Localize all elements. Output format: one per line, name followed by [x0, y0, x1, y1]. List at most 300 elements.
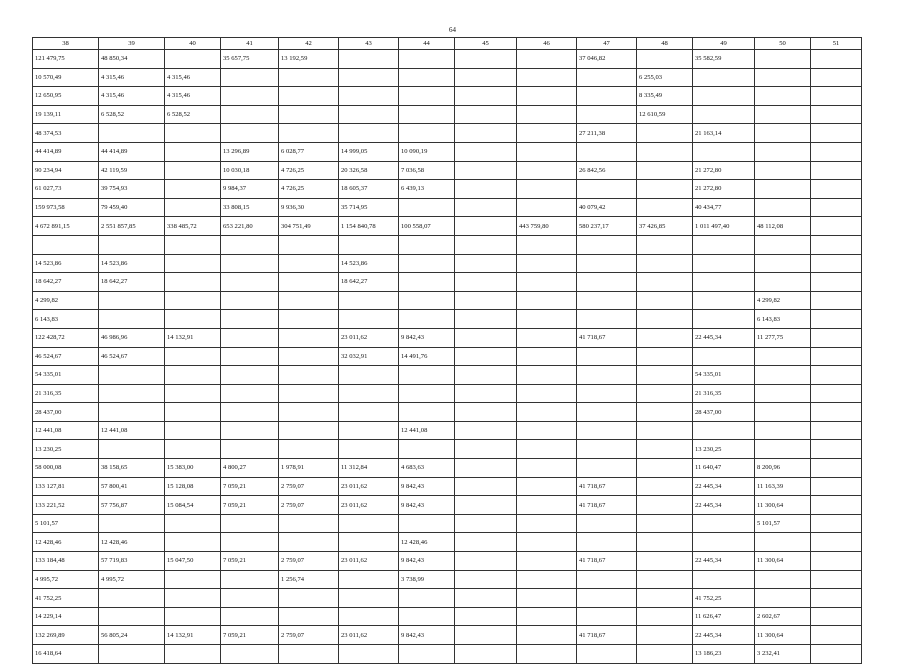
table-row — [33, 384, 862, 403]
table-cell — [811, 477, 862, 496]
table-cell — [279, 68, 339, 87]
table-cell — [811, 124, 862, 143]
table-cell — [165, 440, 221, 459]
data-table — [32, 37, 862, 664]
table-cell: 100 558,07 — [399, 217, 455, 236]
table-cell — [339, 384, 399, 403]
table-cell — [221, 645, 279, 664]
table-cell — [339, 533, 399, 552]
table-cell — [811, 310, 862, 329]
table-cell: 22 445,34 — [693, 328, 755, 347]
table-cell — [811, 403, 862, 422]
table-cell — [517, 124, 577, 143]
table-cell — [517, 235, 577, 254]
table-cell: 14 999,05 — [339, 142, 399, 161]
table-cell — [755, 87, 811, 106]
table-cell — [577, 68, 637, 87]
table-cell — [99, 645, 165, 664]
table-cell: 4 299,82 — [755, 291, 811, 310]
table-cell — [399, 366, 455, 385]
table-cell — [517, 291, 577, 310]
table-cell — [165, 533, 221, 552]
table-cell — [399, 514, 455, 533]
table-row — [33, 403, 862, 422]
table-cell — [693, 142, 755, 161]
table-cell — [637, 310, 693, 329]
table-cell: 41 718,67 — [577, 496, 637, 515]
table-cell: 22 445,34 — [693, 626, 755, 645]
table-cell — [517, 328, 577, 347]
table-cell — [637, 607, 693, 626]
table-cell — [755, 403, 811, 422]
table-cell — [33, 235, 99, 254]
table-cell — [279, 366, 339, 385]
table-row — [33, 124, 862, 143]
table-cell — [517, 403, 577, 422]
table-cell — [455, 496, 517, 515]
table-cell — [693, 68, 755, 87]
table-cell — [99, 384, 165, 403]
table-cell — [399, 310, 455, 329]
table-cell: 46 986,96 — [99, 328, 165, 347]
table-cell: 54 335,01 — [693, 366, 755, 385]
table-cell — [577, 310, 637, 329]
table-cell — [455, 291, 517, 310]
table-cell — [221, 533, 279, 552]
table-cell — [755, 533, 811, 552]
table-cell: 4 315,46 — [99, 87, 165, 106]
table-cell — [577, 589, 637, 608]
table-cell — [221, 68, 279, 87]
table-cell — [755, 421, 811, 440]
table-cell — [577, 570, 637, 589]
table-cell: 2 759,07 — [279, 626, 339, 645]
table-cell — [279, 328, 339, 347]
table-cell: 4 299,82 — [33, 291, 99, 310]
table-cell — [577, 254, 637, 273]
table-cell: 6 528,52 — [99, 105, 165, 124]
table-cell: 40 079,42 — [577, 198, 637, 217]
table-cell — [455, 421, 517, 440]
table-cell — [455, 607, 517, 626]
table-cell: 39 754,93 — [99, 180, 165, 199]
table-cell: 11 300,64 — [755, 552, 811, 571]
table-cell: 12 610,59 — [637, 105, 693, 124]
table-cell — [221, 384, 279, 403]
table-cell — [517, 142, 577, 161]
table-cell — [637, 384, 693, 403]
table-cell: 12 441,08 — [399, 421, 455, 440]
table-cell — [455, 254, 517, 273]
table-cell: 23 011,62 — [339, 626, 399, 645]
table-cell: 21 272,80 — [693, 161, 755, 180]
table-cell — [811, 217, 862, 236]
table-row — [33, 459, 862, 478]
table-cell — [279, 607, 339, 626]
table-cell — [279, 347, 339, 366]
column-header: 46 — [517, 38, 577, 50]
table-cell — [693, 310, 755, 329]
table-cell: 133 127,81 — [33, 477, 99, 496]
table-cell — [399, 645, 455, 664]
table-cell: 61 027,73 — [33, 180, 99, 199]
table-cell — [221, 328, 279, 347]
table-cell: 12 428,46 — [33, 533, 99, 552]
table-cell — [221, 87, 279, 106]
table-cell — [339, 589, 399, 608]
table-cell — [339, 607, 399, 626]
table-cell — [221, 421, 279, 440]
table-cell — [517, 87, 577, 106]
table-cell: 133 184,48 — [33, 552, 99, 571]
table-cell — [165, 347, 221, 366]
table-cell — [455, 347, 517, 366]
table-cell — [811, 514, 862, 533]
table-cell: 38 158,65 — [99, 459, 165, 478]
table-cell — [279, 533, 339, 552]
table-cell: 9 842,43 — [399, 477, 455, 496]
table-cell: 2 551 857,85 — [99, 217, 165, 236]
table-cell — [517, 552, 577, 571]
table-cell — [577, 514, 637, 533]
table-cell — [811, 50, 862, 69]
table-cell — [399, 124, 455, 143]
table-cell: 35 657,75 — [221, 50, 279, 69]
table-cell — [755, 105, 811, 124]
table-cell: 23 011,62 — [339, 477, 399, 496]
table-cell: 48 112,08 — [755, 217, 811, 236]
table-cell — [221, 403, 279, 422]
table-cell — [811, 366, 862, 385]
table-cell — [693, 514, 755, 533]
table-cell: 26 842,56 — [577, 161, 637, 180]
table-cell: 9 984,37 — [221, 180, 279, 199]
table-cell — [811, 273, 862, 292]
table-cell: 22 445,34 — [693, 552, 755, 571]
table-cell: 133 221,52 — [33, 496, 99, 515]
table-cell — [811, 347, 862, 366]
table-cell — [811, 533, 862, 552]
column-header: 43 — [339, 38, 399, 50]
table-cell: 42 119,59 — [99, 161, 165, 180]
table-cell — [577, 421, 637, 440]
table-cell: 4 800,27 — [221, 459, 279, 478]
table-cell: 6 028,77 — [279, 142, 339, 161]
table-cell — [221, 310, 279, 329]
table-cell — [279, 235, 339, 254]
table-cell — [221, 570, 279, 589]
table-cell — [517, 459, 577, 478]
table-cell: 14 523,86 — [99, 254, 165, 273]
table-cell — [577, 180, 637, 199]
table-cell — [637, 459, 693, 478]
table-cell — [339, 87, 399, 106]
table-row — [33, 310, 862, 329]
table-cell — [455, 459, 517, 478]
table-cell — [577, 403, 637, 422]
table-cell — [339, 50, 399, 69]
column-header: 40 — [165, 38, 221, 50]
table-cell: 13 230,25 — [693, 440, 755, 459]
table-row — [33, 607, 862, 626]
table-cell: 7 059,21 — [221, 552, 279, 571]
table-cell: 21 316,35 — [33, 384, 99, 403]
table-cell — [455, 217, 517, 236]
table-cell — [811, 105, 862, 124]
table-cell: 6 255,03 — [637, 68, 693, 87]
table-cell — [399, 384, 455, 403]
table-cell — [755, 124, 811, 143]
table-cell — [577, 384, 637, 403]
table-cell — [637, 645, 693, 664]
column-header: 45 — [455, 38, 517, 50]
table-cell: 11 163,39 — [755, 477, 811, 496]
table-cell — [455, 589, 517, 608]
table-cell: 21 163,14 — [693, 124, 755, 143]
table-cell: 14 229,14 — [33, 607, 99, 626]
table-cell: 11 300,64 — [755, 626, 811, 645]
table-cell: 1 011 497,40 — [693, 217, 755, 236]
table-cell: 41 718,67 — [577, 552, 637, 571]
table-cell: 54 335,01 — [33, 366, 99, 385]
table-cell: 1 978,91 — [279, 459, 339, 478]
table-cell — [517, 310, 577, 329]
table-row — [33, 217, 862, 236]
table-cell — [755, 347, 811, 366]
table-cell — [339, 366, 399, 385]
table-row — [33, 254, 862, 273]
table-cell: 6 143,83 — [33, 310, 99, 329]
table-cell — [811, 607, 862, 626]
table-cell — [577, 347, 637, 366]
table-cell — [399, 291, 455, 310]
table-cell — [339, 421, 399, 440]
table-cell — [279, 514, 339, 533]
table-cell — [637, 273, 693, 292]
table-cell: 7 059,21 — [221, 477, 279, 496]
table-cell — [455, 533, 517, 552]
table-cell: 2 759,07 — [279, 477, 339, 496]
table-cell — [693, 87, 755, 106]
table-cell — [99, 514, 165, 533]
table-cell: 21 316,35 — [693, 384, 755, 403]
table-cell — [693, 105, 755, 124]
table-cell: 57 800,41 — [99, 477, 165, 496]
table-row — [33, 180, 862, 199]
table-cell — [221, 589, 279, 608]
table-cell: 14 523,86 — [339, 254, 399, 273]
table-cell — [693, 291, 755, 310]
table-cell — [517, 607, 577, 626]
table-cell — [99, 589, 165, 608]
table-cell — [637, 198, 693, 217]
table-cell — [99, 366, 165, 385]
table-cell — [577, 533, 637, 552]
table-cell: 4 672 891,15 — [33, 217, 99, 236]
table-cell — [577, 235, 637, 254]
table-cell: 12 650,95 — [33, 87, 99, 106]
table-cell: 35 714,95 — [339, 198, 399, 217]
table-cell — [811, 421, 862, 440]
table-cell: 23 011,62 — [339, 552, 399, 571]
table-cell — [339, 645, 399, 664]
table-cell — [339, 291, 399, 310]
table-cell: 338 485,72 — [165, 217, 221, 236]
table-cell: 46 524,67 — [99, 347, 165, 366]
table-cell: 14 491,76 — [399, 347, 455, 366]
table-cell: 57 719,83 — [99, 552, 165, 571]
table-cell — [279, 440, 339, 459]
table-cell — [339, 124, 399, 143]
table-cell: 7 059,21 — [221, 496, 279, 515]
table-cell — [577, 645, 637, 664]
table-cell: 9 842,43 — [399, 328, 455, 347]
table-cell — [517, 514, 577, 533]
table-cell — [517, 273, 577, 292]
table-cell — [811, 198, 862, 217]
table-cell — [517, 161, 577, 180]
table-cell — [517, 645, 577, 664]
table-cell — [577, 142, 637, 161]
table-cell — [99, 440, 165, 459]
table-cell: 5 101,57 — [755, 514, 811, 533]
table-row — [33, 496, 862, 515]
table-cell — [165, 589, 221, 608]
table-cell: 33 808,15 — [221, 198, 279, 217]
table-cell: 6 439,13 — [399, 180, 455, 199]
table-cell — [279, 291, 339, 310]
table-cell: 18 642,27 — [339, 273, 399, 292]
table-cell — [399, 273, 455, 292]
table-cell — [637, 161, 693, 180]
table-cell: 4 315,46 — [165, 68, 221, 87]
table-cell — [455, 68, 517, 87]
table-row — [33, 68, 862, 87]
table-cell: 57 756,87 — [99, 496, 165, 515]
table-cell — [165, 310, 221, 329]
table-cell: 11 277,75 — [755, 328, 811, 347]
table-cell — [455, 124, 517, 143]
table-cell — [221, 105, 279, 124]
table-cell: 41 718,67 — [577, 477, 637, 496]
column-header: 41 — [221, 38, 279, 50]
table-row — [33, 421, 862, 440]
table-cell — [165, 366, 221, 385]
table-cell — [517, 366, 577, 385]
column-header: 38 — [33, 38, 99, 50]
table-cell: 18 605,37 — [339, 180, 399, 199]
table-cell — [577, 273, 637, 292]
table-cell — [811, 589, 862, 608]
table-cell: 90 234,94 — [33, 161, 99, 180]
table-cell: 16 418,64 — [33, 645, 99, 664]
table-cell: 20 326,58 — [339, 161, 399, 180]
table-cell — [577, 459, 637, 478]
table-cell — [637, 366, 693, 385]
table-cell — [693, 235, 755, 254]
column-header: 42 — [279, 38, 339, 50]
table-cell: 15 128,08 — [165, 477, 221, 496]
table-cell — [455, 235, 517, 254]
table-cell: 41 718,67 — [577, 328, 637, 347]
table-row — [33, 273, 862, 292]
table-cell — [165, 50, 221, 69]
table-cell: 13 192,59 — [279, 50, 339, 69]
table-cell — [637, 403, 693, 422]
table-cell: 8 335,49 — [637, 87, 693, 106]
table-cell — [165, 161, 221, 180]
table-cell — [637, 514, 693, 533]
table-cell — [637, 50, 693, 69]
table-cell — [811, 384, 862, 403]
table-cell: 10 090,19 — [399, 142, 455, 161]
table-cell — [279, 384, 339, 403]
table-row — [33, 291, 862, 310]
table-cell — [517, 384, 577, 403]
table-cell: 2 759,07 — [279, 496, 339, 515]
table-cell — [339, 310, 399, 329]
table-cell: 28 437,00 — [693, 403, 755, 422]
table-cell — [221, 291, 279, 310]
table-cell — [755, 198, 811, 217]
table-cell: 15 084,54 — [165, 496, 221, 515]
table-cell — [99, 607, 165, 626]
table-cell — [811, 440, 862, 459]
table-cell: 11 640,47 — [693, 459, 755, 478]
table-cell: 5 101,57 — [33, 514, 99, 533]
table-cell: 653 221,80 — [221, 217, 279, 236]
column-header: 48 — [637, 38, 693, 50]
table-cell — [165, 403, 221, 422]
table-cell: 22 445,34 — [693, 477, 755, 496]
table-cell — [279, 105, 339, 124]
table-cell — [221, 366, 279, 385]
table-cell — [517, 570, 577, 589]
table-cell: 122 428,72 — [33, 328, 99, 347]
table-cell: 23 011,62 — [339, 328, 399, 347]
table-cell — [755, 589, 811, 608]
table-cell — [811, 645, 862, 664]
table-cell: 28 437,00 — [33, 403, 99, 422]
table-cell — [165, 180, 221, 199]
table-cell: 1 256,74 — [279, 570, 339, 589]
table-cell — [517, 533, 577, 552]
table-cell: 7 059,21 — [221, 626, 279, 645]
table-cell — [99, 235, 165, 254]
table-row — [33, 514, 862, 533]
table-cell — [165, 273, 221, 292]
table-cell — [517, 68, 577, 87]
table-cell: 159 973,58 — [33, 198, 99, 217]
table-cell — [399, 68, 455, 87]
table-cell: 48 850,34 — [99, 50, 165, 69]
table-cell — [637, 142, 693, 161]
table-cell: 56 805,24 — [99, 626, 165, 645]
table-cell — [755, 50, 811, 69]
table-cell: 3 738,99 — [399, 570, 455, 589]
table-cell — [637, 533, 693, 552]
table-cell — [399, 87, 455, 106]
table-cell — [99, 124, 165, 143]
table-cell — [517, 421, 577, 440]
table-cell: 14 132,91 — [165, 328, 221, 347]
table-cell — [577, 366, 637, 385]
table-cell: 37 046,82 — [577, 50, 637, 69]
table-cell: 121 479,75 — [33, 50, 99, 69]
table-cell — [455, 477, 517, 496]
table-cell — [637, 421, 693, 440]
table-cell: 37 426,85 — [637, 217, 693, 236]
